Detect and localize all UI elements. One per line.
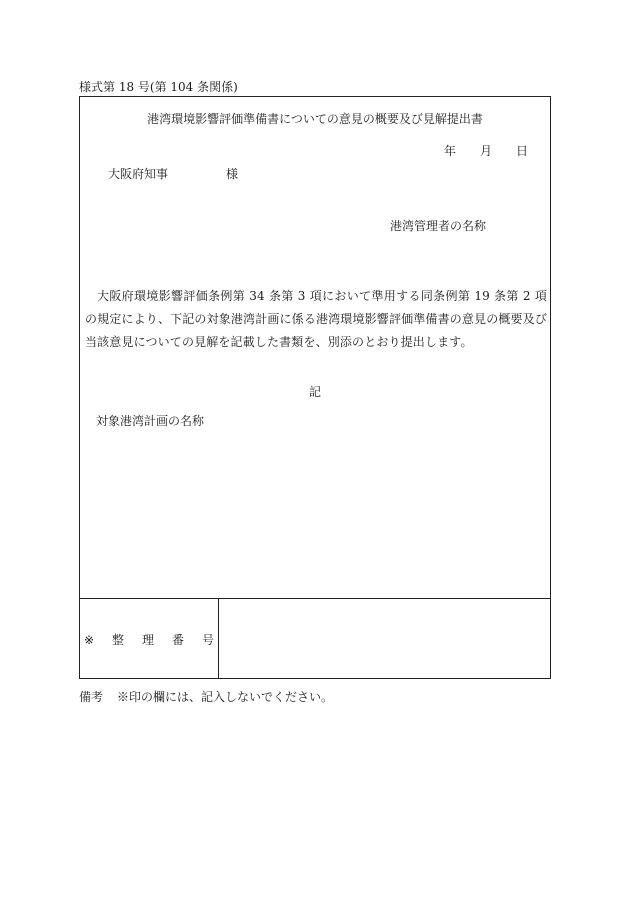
document-title: 港湾環境影響評価準備書についての意見の概要及び見解提出書 <box>147 112 483 126</box>
form-frame <box>79 96 551 679</box>
date-year-label: 年 <box>443 144 456 158</box>
date-day-label: 日 <box>515 144 528 158</box>
addressee-honorific: 様 <box>226 167 239 181</box>
reference-char-3: 番 <box>172 633 185 647</box>
reference-char-4: 号 <box>201 633 214 647</box>
reference-number-field[interactable] <box>219 599 550 678</box>
form-number-label: 様式第 18 号(第 104 条関係) <box>79 80 238 94</box>
reference-char-1: 整 <box>112 633 125 647</box>
remarks-text: ※印の欄には、記入しないでください。 <box>117 690 334 704</box>
date-line <box>444 143 528 159</box>
remarks-note <box>79 689 333 705</box>
remarks-lead: 備考 <box>79 690 104 704</box>
reference-number-label <box>84 632 214 648</box>
reference-char-2: 理 <box>142 633 155 647</box>
body-paragraph: 大阪府環境影響評価条例第 34 条第 3 項において準用する同条例第 19 条第 2 項の規定により、下記の対象港湾計画に係る港湾環境影響評価準備書の意見の概要及び当該意見についての見解を記載した書類を、別添のとおり提出します。 <box>85 289 547 349</box>
ki-heading: 記 <box>308 385 321 399</box>
reference-mark: ※ <box>84 633 95 647</box>
plan-name-label: 対象港湾計画の名称 <box>96 414 205 428</box>
addressee-name: 大阪府知事 <box>108 167 169 181</box>
date-month-label: 月 <box>479 144 492 158</box>
submitter-name-label: 港湾管理者の名称 <box>390 219 487 233</box>
